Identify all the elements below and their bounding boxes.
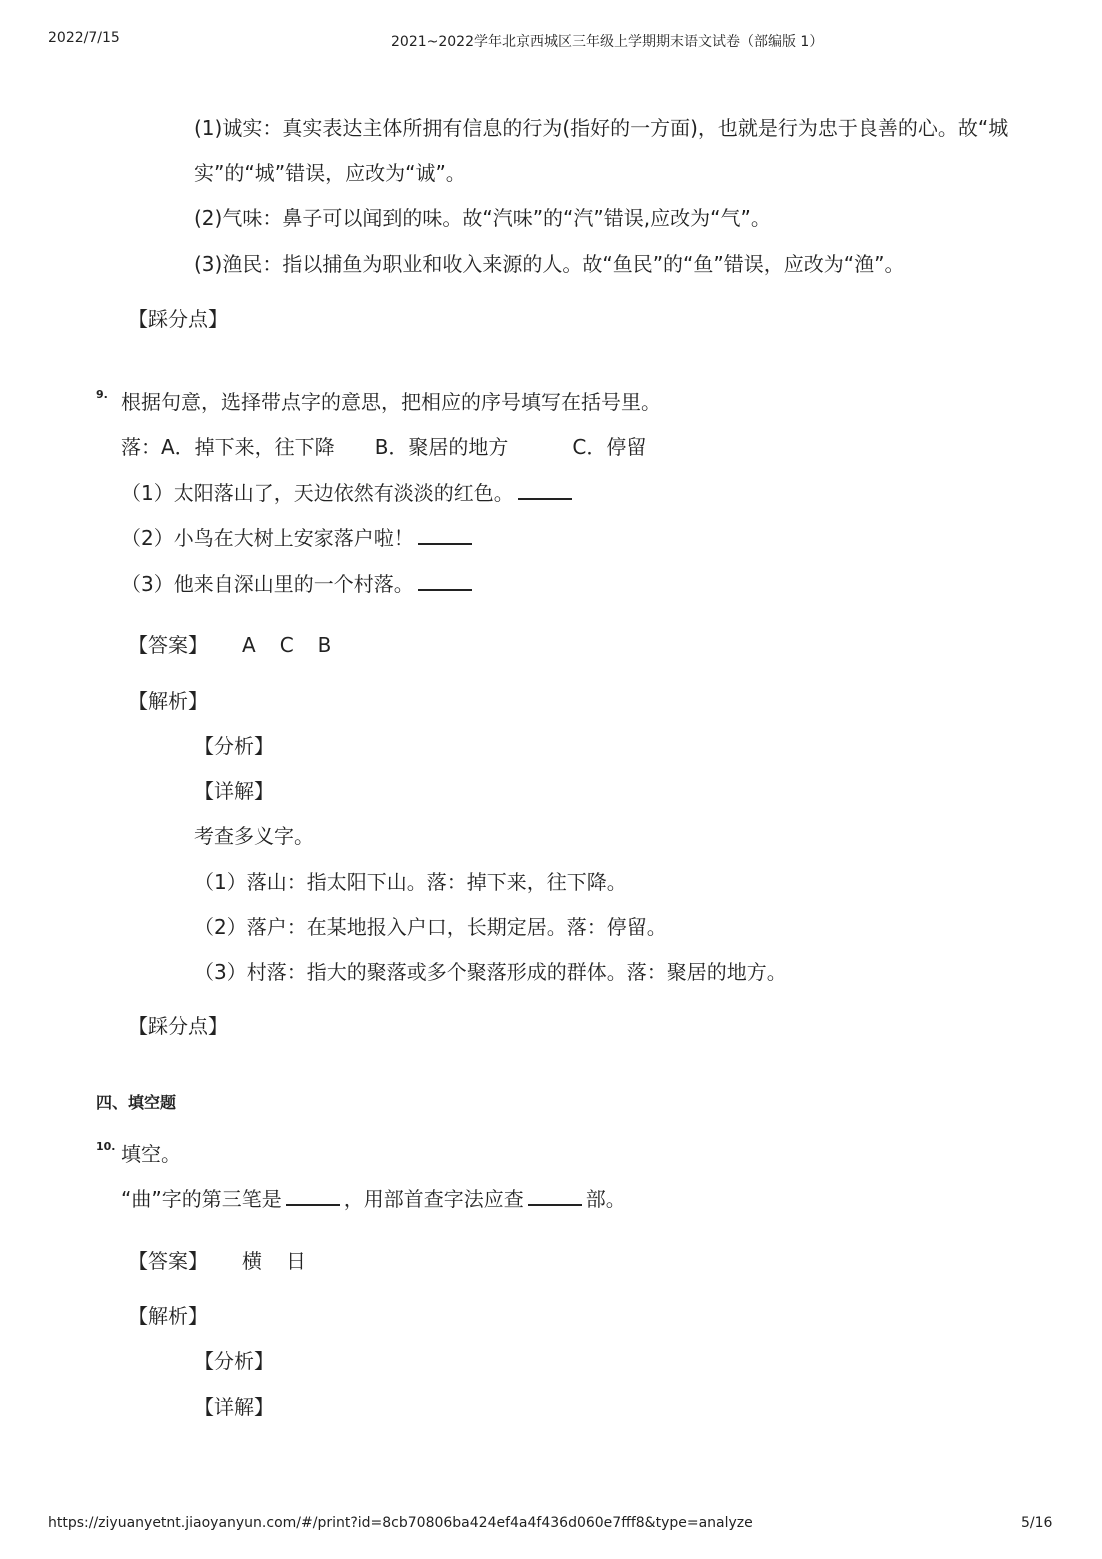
answer-value: 横 <box>242 1249 262 1273</box>
print-date: 2022/7/15 <box>48 30 120 46</box>
answer-blank[interactable] <box>518 480 572 500</box>
fill-text: “曲”字的第三笔是 <box>121 1187 282 1211</box>
answer-line <box>128 631 355 659</box>
answer-blank[interactable] <box>418 525 472 545</box>
answer-line <box>128 1247 330 1275</box>
explain-line: (3)渔民：指以捕鱼为职业和收入来源的人。故“鱼民”的“鱼”错误，应改为“渔”。 <box>194 252 905 276</box>
question-item <box>121 570 476 598</box>
answer-blank[interactable] <box>286 1186 340 1206</box>
answer-value: 日 <box>286 1249 306 1273</box>
xiangjie-label: 【详解】 <box>194 779 274 803</box>
option-b: B．聚居的地方 <box>374 435 509 459</box>
fill-text: ，用部首查字法应查 <box>343 1187 524 1211</box>
question-prompt: 根据句意，选择带点字的意思，把相应的序号填写在括号里。 <box>121 390 661 414</box>
scoring-points-label: 【踩分点】 <box>128 1014 228 1038</box>
scoring-points-label: 【踩分点】 <box>128 307 228 331</box>
question-item <box>121 479 576 507</box>
question-fill-line <box>121 1185 626 1213</box>
answer-label: 【答案】 <box>128 1249 208 1273</box>
options-line <box>121 433 646 461</box>
fill-text: 部。 <box>585 1187 626 1211</box>
explain-line: (2)气味：鼻子可以闻到的味。故“汽味”的“汽”错误,应改为“气”。 <box>194 206 771 230</box>
option-a: A．掉下来，往下降 <box>161 435 335 459</box>
item-text: （3）他来自深山里的一个村落。 <box>121 572 414 596</box>
options-label: 落： <box>121 435 161 459</box>
explain-line: （1）落山：指太阳下山。落：掉下来，往下降。 <box>194 870 627 894</box>
answer-blank[interactable] <box>528 1186 582 1206</box>
fenxi-label: 【分析】 <box>194 1349 274 1373</box>
document-title: 2021~2022学年北京西城区三年级上学期期末语文试卷（部编版 1） <box>391 34 824 50</box>
question-number: 9. <box>96 388 108 401</box>
question-item <box>121 524 476 552</box>
explain-line: 实”的“城”错误，应改为“诚”。 <box>194 161 466 185</box>
fenxi-label: 【分析】 <box>194 734 274 758</box>
answer-label: 【答案】 <box>128 633 208 657</box>
analysis-label: 【解析】 <box>128 689 208 713</box>
answer-blank[interactable] <box>418 571 472 591</box>
answer-value: B <box>317 633 332 657</box>
explain-intro: 考查多义字。 <box>194 824 314 848</box>
explain-line: (1)诚实：真实表达主体所拥有信息的行为(指好的一方面)，也就是行为忠于良善的心。故“城 <box>194 116 1009 140</box>
option-c: C．停留 <box>572 435 647 459</box>
explain-line: （2）落户：在某地报入户口，长期定居。落：停留。 <box>194 915 667 939</box>
page-url[interactable]: https://ziyuanyetnt.jiaoyanyun.com/#/print?id=8cb70806ba424ef4a4f436d060e7fff8&type=analyze <box>48 1515 753 1531</box>
question-number: 10. <box>96 1140 116 1153</box>
question-prompt: 填空。 <box>121 1142 181 1166</box>
section-title: 四、填空题 <box>96 1093 177 1112</box>
xiangjie-label: 【详解】 <box>194 1395 274 1419</box>
answer-value: A <box>242 633 256 657</box>
item-text: （2）小鸟在大树上安家落户啦！ <box>121 526 414 550</box>
page-number: 5/16 <box>1021 1515 1053 1531</box>
item-text: （1）太阳落山了，天边依然有淡淡的红色。 <box>121 481 514 505</box>
answer-value: C <box>279 633 294 657</box>
explain-line: （3）村落：指大的聚落或多个聚落形成的群体。落：聚居的地方。 <box>194 960 787 984</box>
analysis-label: 【解析】 <box>128 1304 208 1328</box>
